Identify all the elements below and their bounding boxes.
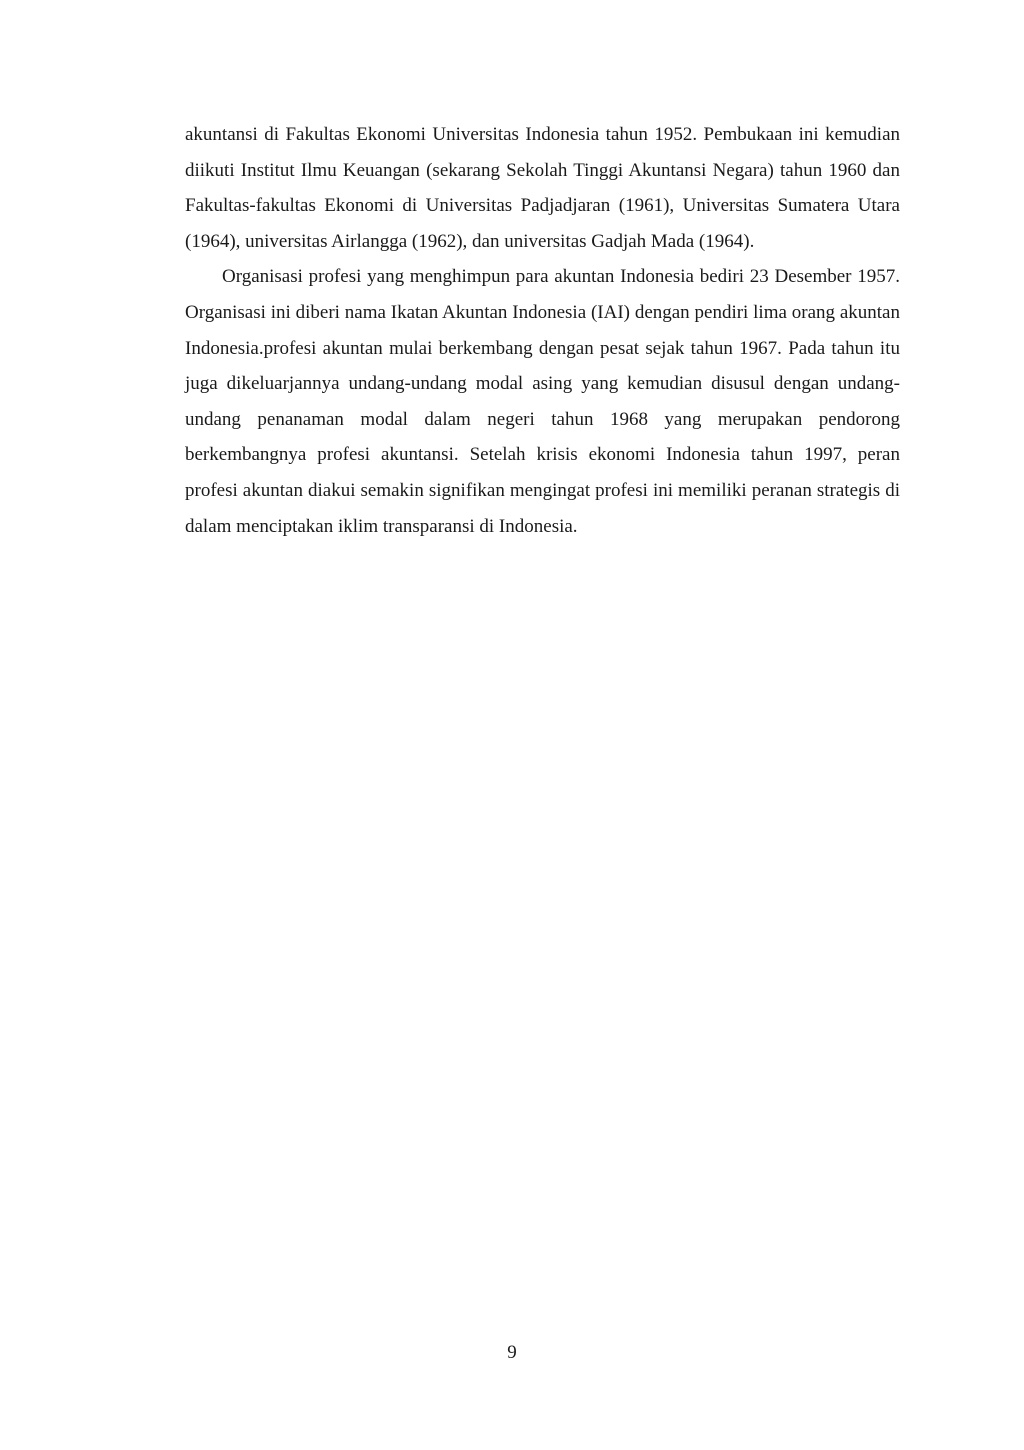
- page-number: 9: [507, 1342, 517, 1363]
- paragraph-continuation: akuntansi di Fakultas Ekonomi Universitas Indonesia tahun 1952. Pembukaan ini kemudian diikuti Institut Ilmu Keuangan (sekarang Sekolah Tinggi Akuntansi Negara) tahun 1960 dan Fakultas-fakultas Ekonomi di Universitas Padjadjaran (1961), Universitas Sumatera Utara (1964), universitas Airlangga (1962), dan universitas Gadjah Mada (1964).: [185, 124, 900, 252]
- paragraph-iai-history: Organisasi profesi yang menghimpun para akuntan Indonesia bediri 23 Desember 1957. Organisasi ini diberi nama Ikatan Akuntan Indonesia (IAI) dengan pendiri lima orang akuntan Indonesia.profesi akuntan mulai berkembang dengan pesat sejak tahun 1967. Pada tahun itu juga dikeluarjannya undang-undang modal asing yang kemudian disusul dengan undang-undang penanaman modal dalam negeri tahun 1968 yang merupakan pendorong berkembangnya profesi akuntansi. Setelah krisis ekonomi Indonesia tahun 1997, peran profesi akuntan diakui semakin signifikan mengingat profesi ini memiliki peranan strategis di dalam menciptakan iklim transparansi di Indonesia.: [185, 266, 900, 537]
- body-text: [185, 117, 900, 544]
